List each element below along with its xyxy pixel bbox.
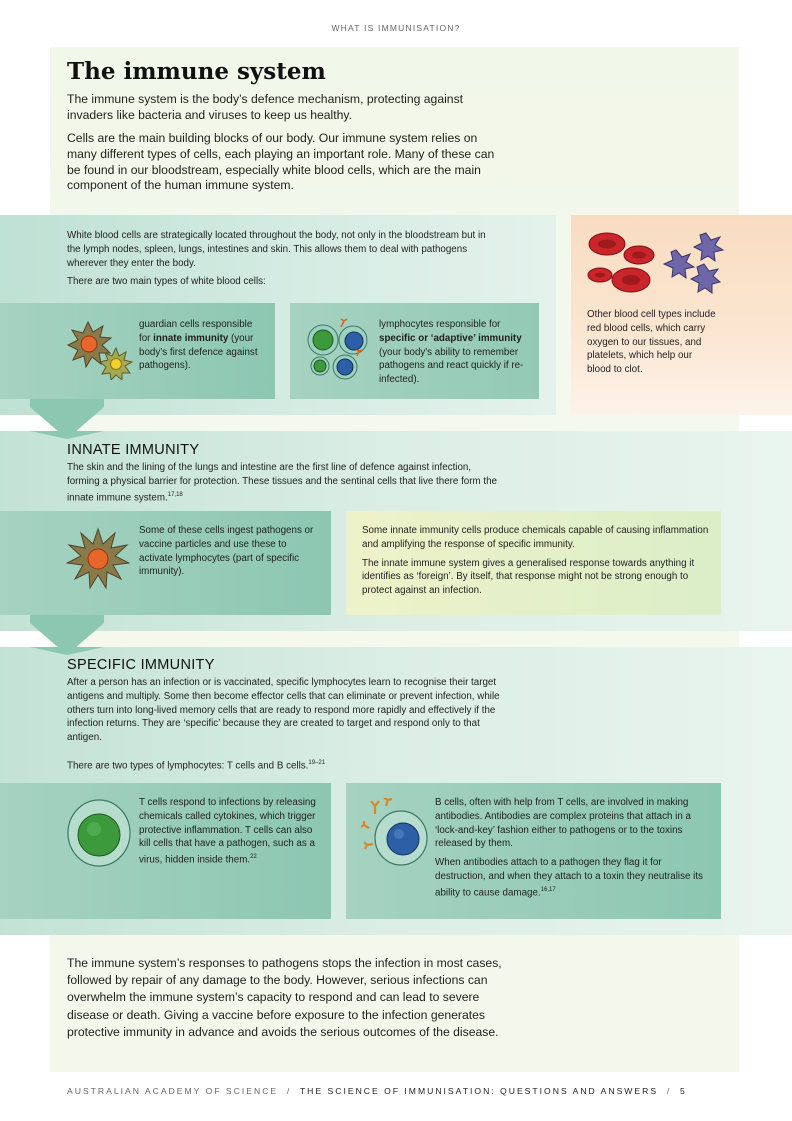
innate-body-text: The skin and the lining of the lungs and intestine are the first line of defence against infection, forming a physical barrier for protection. These tissues and the sentinal cells that live there form the innate immune system. bbox=[67, 462, 498, 503]
footer-publication: THE SCIENCE OF IMMUNISATION: QUESTIONS AND ANSWERS bbox=[299, 1086, 659, 1096]
b-cell-icon bbox=[361, 798, 429, 868]
footer-separator-2: / bbox=[666, 1086, 672, 1096]
t-cell-text-body: T cells respond to infections by releasing chemicals called cytokines, which trigger protective inflammation. T cells can also kill cells that have a pathogen, such as a virus, hidden inside them. bbox=[139, 797, 316, 866]
wbc-paragraph-1: White blood cells are strategically located throughout the body, not only in the bloodstream but in the lymph nodes, spleen, lungs, intestines and skin. This allows them to deal with pathogens wherever they enter the body. bbox=[67, 230, 486, 269]
wbc-paragraph-2: There are two main types of white blood cells: bbox=[67, 276, 266, 288]
lymph-text-post: (your body's ability to remember pathogens and react quickly if re-infected). bbox=[379, 346, 524, 386]
flow-arrow-1-stem bbox=[30, 399, 104, 407]
lymphocytes-text bbox=[379, 318, 529, 387]
wbc-text bbox=[67, 229, 487, 289]
t-cell-text-ref: 22 bbox=[250, 854, 257, 861]
b-cell-text-p2-body: When antibodies attach to a pathogen they flag it for destruction, and when they attach to a toxin they neutralise its ability to cause damage. bbox=[435, 857, 703, 899]
page-title: The immune system bbox=[67, 58, 326, 85]
footer-org: AUSTRALIAN ACADEMY OF SCIENCE bbox=[67, 1086, 279, 1096]
flow-arrow-2-stem bbox=[30, 615, 104, 623]
flow-arrow-2-tip bbox=[30, 647, 104, 655]
guardian-text-post: (your body’s first defence against pathogens). bbox=[139, 332, 258, 372]
intro-paragraph-1: The immune system is the body’s defence mechanism, protecting against invaders like bacteria and viruses to keep us healthy. bbox=[67, 92, 464, 122]
lymph-text-bold: specific or ‘adaptive’ immunity bbox=[379, 332, 522, 344]
intro-paragraph-2: Cells are the main building blocks of our body. Our immune system relies on many different types of cells, each playing an important role. Many of these can be found in our bloodstream, especially white blood cells, which are the main component of the human immune system. bbox=[67, 131, 495, 193]
page-number: 5 bbox=[680, 1086, 687, 1096]
innate-body-ref: 17,18 bbox=[167, 491, 183, 498]
innate-card-left-text: Some of these cells ingest pathogens or vaccine particles and use these to activate lymphocytes (part of specific immunity). bbox=[139, 525, 314, 578]
sentinel-cell-icon bbox=[66, 527, 130, 591]
lymph-text-pre: lymphocytes responsible for bbox=[379, 319, 501, 330]
closing-paragraph: The immune system’s responses to pathogens stops the infection in most cases, followed by repair of any damage to the body. However, serious infections can overwhelm the immune system’s capacity to respond and can lead to severe disease or death. Giving a vaccine before exposure to the infection generates protective immunity in advance and avoids the serious outcomes of the disease. bbox=[67, 956, 502, 1039]
running-head: WHAT IS IMMUNISATION? bbox=[331, 23, 461, 33]
innate-body bbox=[67, 461, 497, 505]
specific-body: After a person has an infection or is vaccinated, specific lymphocytes learn to recognise their target antigens and multiply. Some then become effector cells that can eliminate or prevent infection, while others turn into long-lived memory cells that are ready to respond more rapidly and effectively if the infection returns. They are ‘specific’ because they are created to target and respond only to that antigen. bbox=[67, 677, 500, 744]
guardian-text-pre: guardian cells responsible for bbox=[139, 319, 253, 344]
innate-card-right-p2: The innate immune system gives a generalised response towards anything it identifies as ‘foreign’. By itself, that response might not be strong enough to protect against an infection. bbox=[362, 557, 695, 597]
page-footer bbox=[67, 1086, 687, 1096]
guardian-cells-icon bbox=[66, 318, 134, 380]
footer-separator-1: / bbox=[286, 1086, 292, 1096]
b-cell-text-p2-ref: 16,17 bbox=[540, 886, 556, 893]
b-cell-text bbox=[435, 796, 710, 900]
other-blood-cells-text: Other blood cell types include red blood cells, which carry oxygen to our tissues, and platelets, which help our blood to clot. bbox=[587, 309, 716, 376]
b-cell-text-p1: B cells, often with help from T cells, are involved in making antibodies. Antibodies are complex proteins that attach in a ‘lock-and-key’ fashion either to pathogens or to the toxins released by them. bbox=[435, 797, 691, 850]
innate-card-right-p1: Some innate immunity cells produce chemicals capable of causing inflammation and amplifying the response of specific immunity. bbox=[362, 525, 709, 550]
guardian-text-bold: innate immunity bbox=[153, 332, 229, 344]
lymphocyte-types-text: There are two types of lymphocytes: T cells and B cells. bbox=[67, 760, 309, 772]
innate-card-right-text bbox=[362, 524, 712, 598]
b-cell-text-p2 bbox=[435, 856, 710, 900]
lymphocytes-icon bbox=[305, 318, 373, 380]
t-cell-text bbox=[139, 796, 319, 867]
red-blood-cells-and-platelets-icon bbox=[584, 228, 729, 300]
innate-heading: INNATE IMMUNITY bbox=[67, 442, 200, 458]
flow-arrow-1-tip bbox=[30, 431, 104, 439]
specific-heading: SPECIFIC IMMUNITY bbox=[67, 657, 215, 673]
lymphocyte-types bbox=[67, 757, 507, 773]
guardian-cells-text bbox=[139, 318, 259, 373]
t-cell-icon bbox=[66, 798, 132, 868]
lymphocyte-types-ref: 19–21 bbox=[308, 760, 326, 766]
